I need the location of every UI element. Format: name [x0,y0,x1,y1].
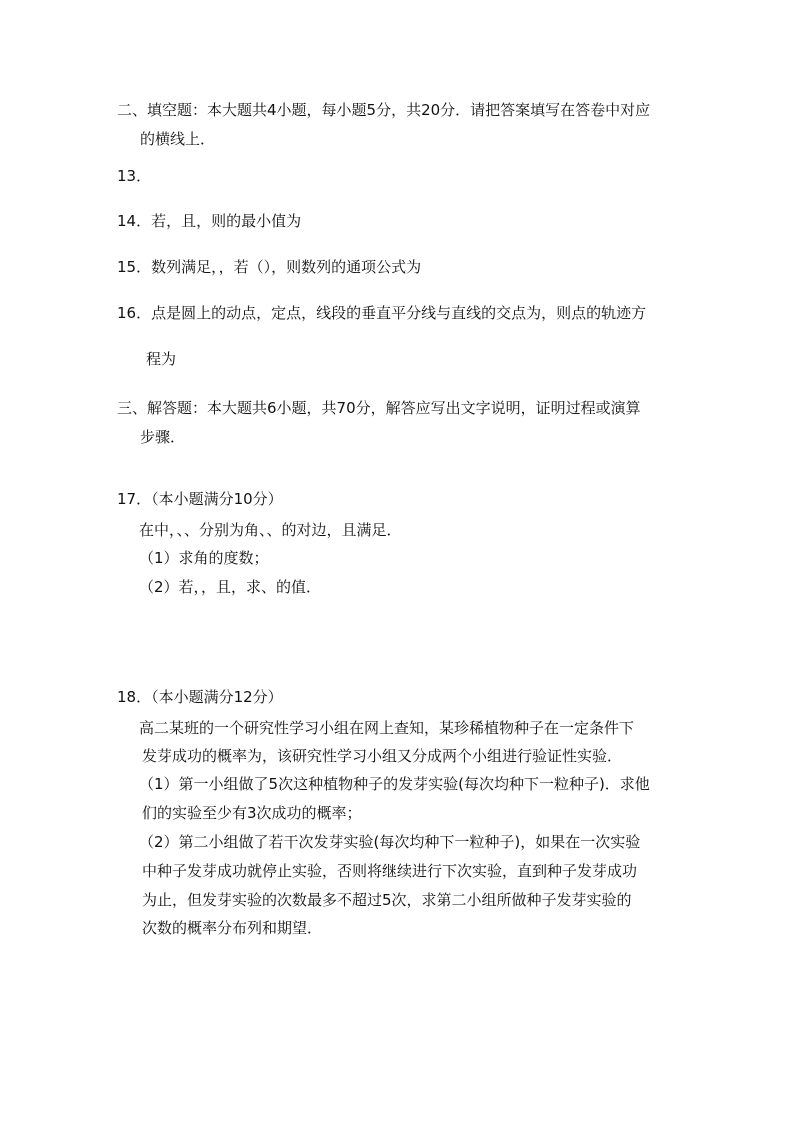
question-18-number: 18． [117,688,152,706]
section-2-heading-line-1: 二、填空题：本大题共4小题，每小题5分，共20分．请把答案填写在答卷中对应 [117,101,651,119]
question-16-line-2: 程为 [146,350,177,368]
question-18-part-2-line-4: 次数的概率分布列和期望． [142,919,323,937]
question-17-part-1: （1）求角的度数； [139,549,269,567]
question-17-header [117,489,283,509]
question-18-part-2-line-2: 中种子发芽成功就停止实验，否则将继续进行下次实验，直到种子发芽成功 [142,862,638,880]
question-18-part-2-line-1: （2）第二小组做了若干次发芽实验(每次均种下一粒种子)，如果在一次实验 [139,833,641,851]
question-17-part-2: （2）若，，且，求、的值． [139,578,322,596]
question-17-number: 17． [117,490,152,508]
question-18-stem-line-1: 高二某班的一个研究性学习小组在网上查知，某珍稀植物种子在一定条件下 [139,719,635,737]
question-18-part-1-line-1: （1）第一小组做了5次这种植物种子的发芽实验(每次均种下一粒种子)．求他 [139,775,650,793]
question-16-number: 16． [117,304,152,322]
question-15-text: 数列满足，，若（），则数列的通项公式为 [151,258,422,276]
question-17-score: （本小题满分10分） [151,490,283,508]
question-15 [117,257,421,277]
question-13-number: 13． [117,167,152,185]
question-18-header [117,687,283,707]
question-18-stem-line-2: 发芽成功的概率为，该研究性学习小组又分成两个小组进行验证性实验． [142,747,623,765]
question-18-score: （本小题满分12分） [151,688,283,706]
question-16-line-1 [117,303,646,323]
section-2-heading-line-2: 的横线上． [140,130,216,148]
question-16-text: 点是圆上的动点，定点，线段的垂直平分线与直线的交点为，则点的轨迹方 [151,304,647,322]
section-3-heading-line-2: 步骤． [140,428,186,446]
section-3-heading-line-1: 三、解答题：本大题共6小题，共70分，解答应写出文字说明，证明过程或演算 [117,399,641,417]
question-15-number: 15． [117,258,152,276]
question-18-part-1-line-2: 们的实验至少有3次成功的概率； [142,804,362,822]
question-17-stem: 在中，、、分别为角、、的对边，且满足． [139,521,402,539]
question-14-number: 14． [117,212,152,230]
question-18-part-2-line-3: 为止，但发芽实验的次数最多不超过5次，求第二小组所做种子发芽实验的 [142,891,632,909]
question-14-text: 若，且，则的最小值为 [151,212,302,230]
question-14 [117,211,301,231]
question-13 [117,166,151,186]
